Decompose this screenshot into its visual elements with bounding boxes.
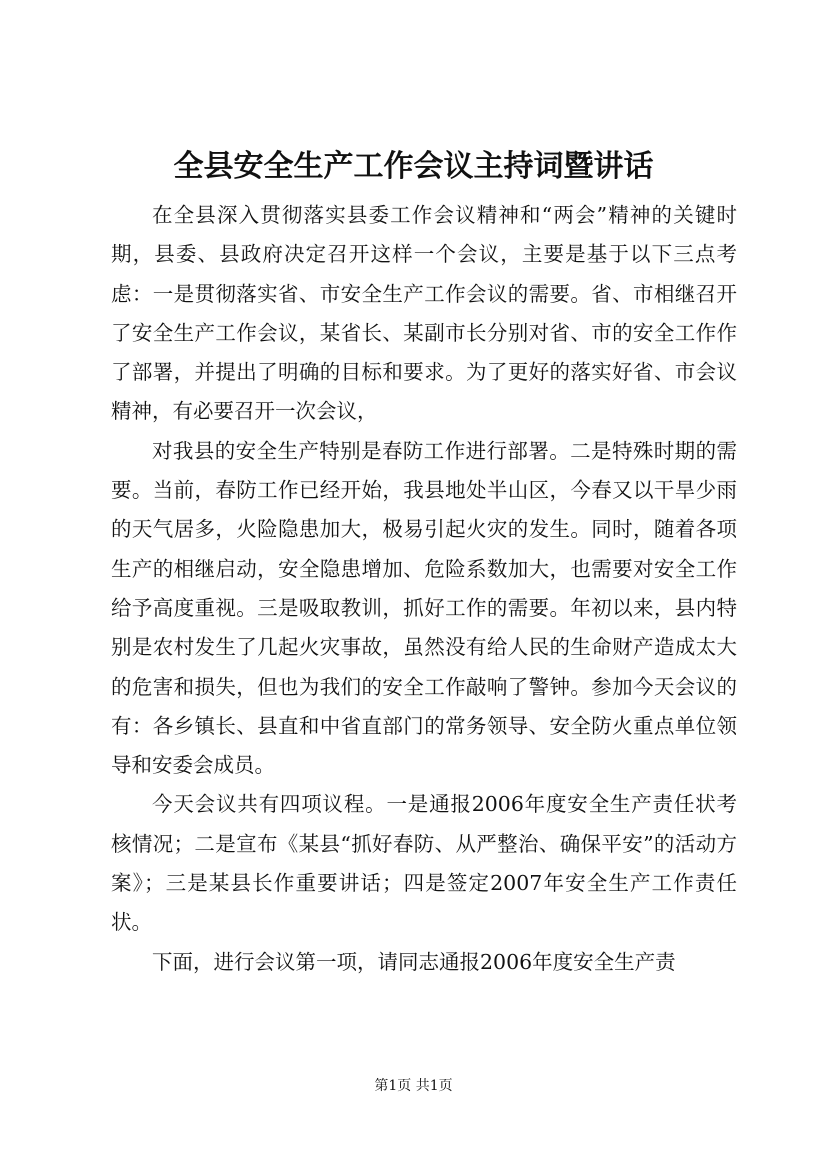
document-body [111, 196, 737, 982]
paragraph-3: 今天会议共有四项议程。一是通报2006年度安全生产责任状考核情况；二是宣布《某县“抓好春防、从严整治、确保平安”的活动方案》；三是某县长作重要讲话；四是签定2007年安全生产工作责任状。 [111, 792, 737, 935]
paragraph-2: 对我县的安全生产特别是春防工作进行部署。二是特殊时期的需要。当前，春防工作已经开始，我县地处半山区，今春又以干旱少雨的天气居多，火险隐患加大，极易引起火灾的发生。同时，随着各项生产的相继启动，安全隐患增加、危险系数加大，也需要对安全工作给予高度重视。三是吸取教训，抓好工作的需要。年初以来，县内特别是农村发生了几起火灾事故，虽然没有给人民的生命财产造成太大的危害和损失，但也为我们的安全工作敲响了警钟。参加今天会议的有：各乡镇长、县直和中省直部门的常务领导、安全防火重点单位领导和安委会成员。 [111, 438, 737, 778]
paragraph-1: 在全县深入贯彻落实县委工作会议精神和“两会”精神的关键时期，县委、县政府决定召开这样一个会议，主要是基于以下三点考虑：一是贯彻落实省、市安全生产工作会议的需要。省、市相继召开了安全生产工作会议，某省长、某副市长分别对省、市的安全工作作了部署，并提出了明确的目标和要求。为了更好的落实好省、市会议精神，有必要召开一次会议， [111, 203, 737, 424]
document-title: 全县安全生产工作会议主持词暨讲话 [173, 149, 654, 184]
page-number-footer: 第1页 共1页 [374, 1078, 453, 1094]
paragraph-4: 下面，进行会议第一项，请同志通报2006年度安全生产责 [152, 949, 676, 974]
